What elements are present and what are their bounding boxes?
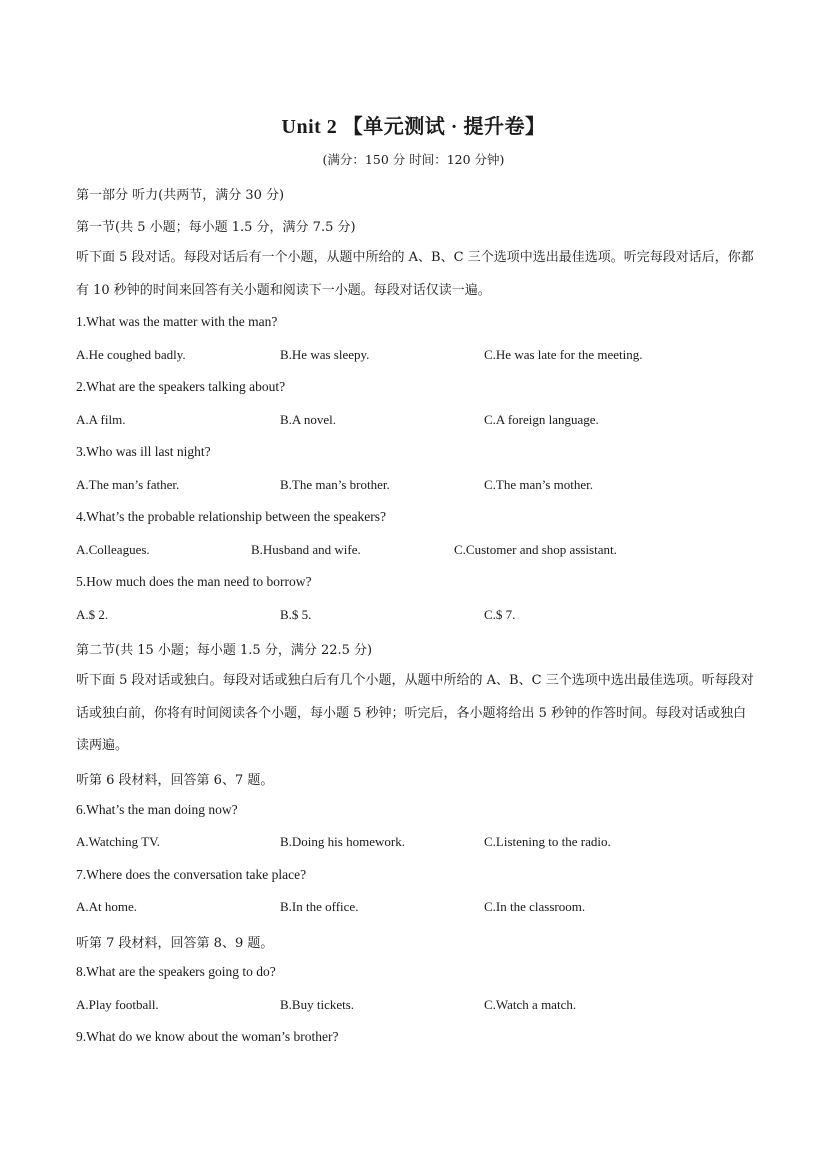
option-a: A.Colleagues. [76, 542, 150, 557]
question-stem: 8.What are the speakers going to do? [76, 964, 276, 979]
exam-info: (满分：150 分 时间：120 分钟) [322, 152, 505, 167]
part1-heading: 第一部分 听力(共两节，满分 30 分) [76, 188, 285, 203]
option-b: B.Husband and wife. [251, 542, 361, 557]
option-c: C.Listening to the radio. [484, 834, 611, 849]
option-b: B.A novel. [280, 412, 336, 427]
section2-instructions: 听下面 5 段对话或独白。每段对话或独白后有几个小题，从题中所给的 A、B、C 三个选项中选出最佳选项。听每段对话或独白前，你将有时间阅读各个小题，每小题 5 秒钟；听完后，各小题将给出 5 秒钟的作答时间。每段对话或独白读两遍。 [76, 673, 754, 753]
option-b: B.$ 5. [280, 607, 312, 622]
section1-heading: 第一节(共 5 小题；每小题 1.5 分，满分 7.5 分) [76, 220, 356, 235]
question-stem: 5.How much does the man need to borrow? [76, 574, 312, 589]
option-c: C.$ 7. [484, 607, 516, 622]
option-a: A.At home. [76, 899, 138, 914]
option-a: A.A film. [76, 412, 126, 427]
option-a: A.The man’s father. [76, 477, 180, 492]
option-b: B.Buy tickets. [280, 997, 355, 1012]
page-title: Unit 2 【单元测试 · 提升卷】 [281, 116, 546, 138]
section2-heading: 第二节(共 15 小题；每小题 1.5 分，满分 22.5 分) [76, 643, 373, 658]
option-c: C.Customer and shop assistant. [454, 542, 617, 557]
material-7-note: 听第 7 段材料，回答第 8、9 题。 [76, 936, 274, 951]
question-stem: 2.What are the speakers talking about? [76, 379, 286, 394]
option-a: A.Play football. [76, 997, 159, 1012]
question-stem: 6.What’s the man doing now? [76, 802, 238, 817]
question-stem: 1.What was the matter with the man? [76, 314, 278, 329]
question-stem: 3.Who was ill last night? [76, 444, 211, 459]
option-b: B.The man’s brother. [280, 477, 390, 492]
option-c: C.A foreign language. [484, 412, 599, 427]
material-6-note: 听第 6 段材料，回答第 6、7 题。 [76, 773, 274, 788]
option-c: C.In the classroom. [484, 899, 586, 914]
option-a: A.Watching TV. [76, 834, 161, 849]
option-c: C.Watch a match. [484, 997, 577, 1012]
option-c: C.He was late for the meeting. [484, 347, 643, 362]
option-b: B.In the office. [280, 899, 359, 914]
question-stem: 4.What’s the probable relationship between the speakers? [76, 509, 387, 524]
option-c: C.The man’s mother. [484, 477, 594, 492]
option-a: A.He coughed badly. [76, 347, 186, 362]
section1-instructions: 听下面 5 段对话。每段对话后有一个小题，从题中所给的 A、B、C 三个选项中选出最佳选项。听完每段对话后，你都有 10 秒钟的时间来回答有关小题和阅读下一小题。每段对话仅读一遍。 [76, 250, 754, 298]
question-stem: 7.Where does the conversation take place? [76, 867, 307, 882]
option-a: A.$ 2. [76, 607, 109, 622]
option-b: B.Doing his homework. [280, 834, 405, 849]
option-b: B.He was sleepy. [280, 347, 370, 362]
question-stem: 9.What do we know about the woman’s brother? [76, 1029, 339, 1044]
